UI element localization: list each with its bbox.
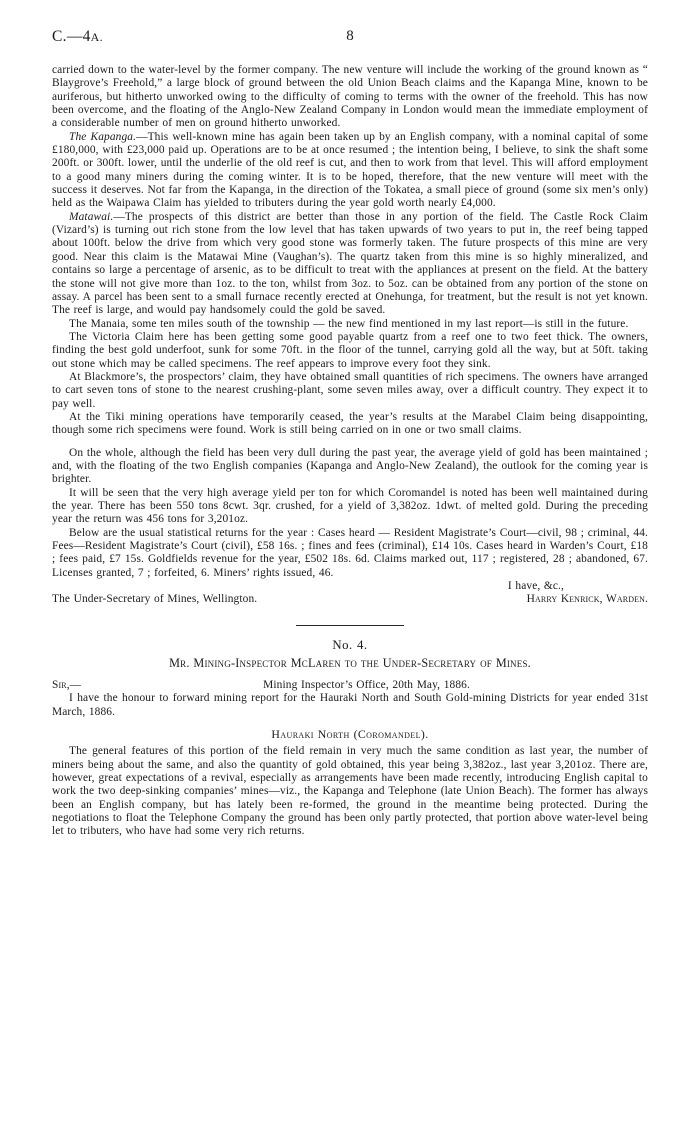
section-divider	[52, 617, 648, 630]
paragraph-spacer	[52, 438, 648, 447]
salutation: Sir,—	[52, 678, 82, 691]
paragraph: On the whole, although the field has been very dull during the past year, the average yield of gold has been maintained ; and, with the floating of the two English companies (Kapanga and Anglo-New Zealand), the outlook for the coming year is brighter.	[52, 446, 648, 486]
paragraph-lead-italic: Matawai.	[69, 210, 114, 223]
paragraph: At the Tiki mining operations have temporarily ceased, the year’s results at the Marabel Claim being disappointing, though some rich specimens were found. Work is still being carried on in one or two small claims.	[52, 410, 648, 437]
page-number: 8	[346, 28, 354, 44]
addressee: The Under-Secretary of Mines, Wellington.	[52, 593, 258, 606]
document-body	[52, 64, 648, 839]
page-header	[52, 28, 648, 58]
paragraph: The Manaia, some ten miles south of the township — the new find mentioned in my last report—is still in the future.	[69, 317, 629, 330]
document-reference-sub: A.	[90, 30, 103, 44]
paragraph: The Victoria Claim here has been getting some good payable quartz from a reef one to two feet thick. The owners, finding the best gold underfoot, sunk for some 70ft. in the floor of the tunnel, carrying gold all the way, but at 50ft. taking out stone which may be called specimens. The reef appears to improve every foot they sink.	[52, 330, 648, 370]
paragraph-text: —This well-known mine has again been taken up by an English company, with a nominal capital of some £180,000, with £23,000 paid up. Operations are to be at once resumed ; the intention being, I believe, to sink the shaft some 200ft. or 300ft. lower, until the underlie of the old reef is cut, and then to work from that level. This will afford employment to a good many miners during the coming winter. It is to be hoped, therefore, that the new venture will meet with the success it deserves. Not far from the Kapanga, in the direction of the Tokatea, a small piece of ground (some six men’s only) held as the Waipawa Claim has yielded to tributers during the year gold worth nearly £4,000.	[52, 130, 649, 210]
section-heading: Mr. Mining-Inspector McLaren to the Under-Secretary of Mines.	[169, 656, 531, 671]
paragraph	[52, 131, 648, 211]
paragraph: carried down to the water-level by the former company. The new venture will include the working of the ground known as “ Blaygrove’s Freehold,” a large block of ground between the old Union Beach claims and the Kapanga Mine, known to be auriferous, but hitherto unworked owing to the difficulty of coming to terms with the owner of the freehold. This has now been overcome, and the floating of the Anglo-New Zealand Company in London would mean the immediate employment of a considerable number of men on ground hitherto unworked.	[52, 64, 648, 130]
closing-phrase: I have, &c.,	[507, 580, 564, 593]
salutation-row	[52, 679, 648, 692]
paragraph	[52, 211, 648, 318]
paragraph: It will be seen that the very high average yield per ton for which Coromandel is noted has been well maintained during the year. There has been 550 tons 8cwt. 3qr. crushed, for a yield of 3,382oz. 1dwt. of melted gold. During the preceding year the return was 456 tons for 3,201oz.	[52, 486, 648, 526]
document-reference-main: C.—4	[52, 28, 91, 45]
signature-block	[52, 593, 648, 606]
signature: Harry Kenrick, Warden.	[526, 593, 648, 606]
paragraph: At Blackmore’s, the prospectors’ claim, they have obtained small quantities of rich specimens. The owners have arranged to cart seven tons of stone to the nearest crushing-plant, some seven miles away, over a difficult country. They expect it to pay well.	[52, 370, 648, 410]
paragraph: The general features of this portion of the field remain in very much the same condition as last year, the number of miners being about the same, and also the quantity of gold obtained, this year being 3,382oz., last year 3,201oz. There are, however, great expectations of a revival, especially as arrangements have been made recently, introducing English capital to work the two deep-sinking companies’ mines—viz., the Kapanga and Telephone (late Union Beach). The former has always been an English company, but has lately been re-formed, the ground in the meantime being protected. During the negotiations to float the Telephone Company the ground has been only partly protected, that portion above water-level being let to tributers, who have had some very rich returns.	[52, 745, 648, 838]
section-opening-paragraph: I have the honour to forward mining report for the Hauraki North and South Gold-mining Districts for year ended 31st March, 1886.	[52, 692, 648, 718]
paragraph: Below are the usual statistical returns for the year : Cases heard — Resident Magistrate’s Court—civil, 98 ; criminal, 44. Fees—Resident Magistrate’s Court (civil), £58 16s. ; fines and fees (criminal), £14 10s. Cases heard in Warden’s Court, £18 ; fees paid, £7 15s. Goldfields revenue for the year, £502 18s. 6d. Claims marked out, 117 ; registered, 28 ; abandoned, 67. Licenses granted, 7 ; forfeited, 6. Miners’ rights issued, 46.	[52, 526, 648, 579]
section-number: No. 4.	[332, 638, 368, 653]
paragraph-lead-italic: The Kapanga.	[69, 130, 137, 143]
paragraph-text: —The prospects of this district are better than those in any portion of the field. The Castle Rock Claim (Vizard’s) is turning out rich stone from the low level that has taken upwards of two years to put in, the reef being tapped about 100ft. below the drive from which very good stone was formerly taken. The future prospects of this mine are very good. Near this claim is the Matawai Mine (Vaughan’s). The quartz taken from this mine is so highly mineralized, and contains so large a percentage of arsenic, as to be difficult to treat with the appliances at present on the field. At the battery the stone will not give more than 1oz. to the ton, whilst from 3oz. to 5oz. can be obtained from any portion of the stone on assay. A parcel has been sent to a small furnace recently erected at Onehunga, for treatment, but the result is not yet known. The reef is large, and would pay handsomely could the gold be saved.	[52, 210, 648, 317]
divider-rule	[296, 625, 404, 626]
office-dateline: Mining Inspector’s Office, 20th May, 1886.	[263, 678, 470, 691]
section-subheading: Hauraki North (Coromandel).	[271, 726, 429, 741]
